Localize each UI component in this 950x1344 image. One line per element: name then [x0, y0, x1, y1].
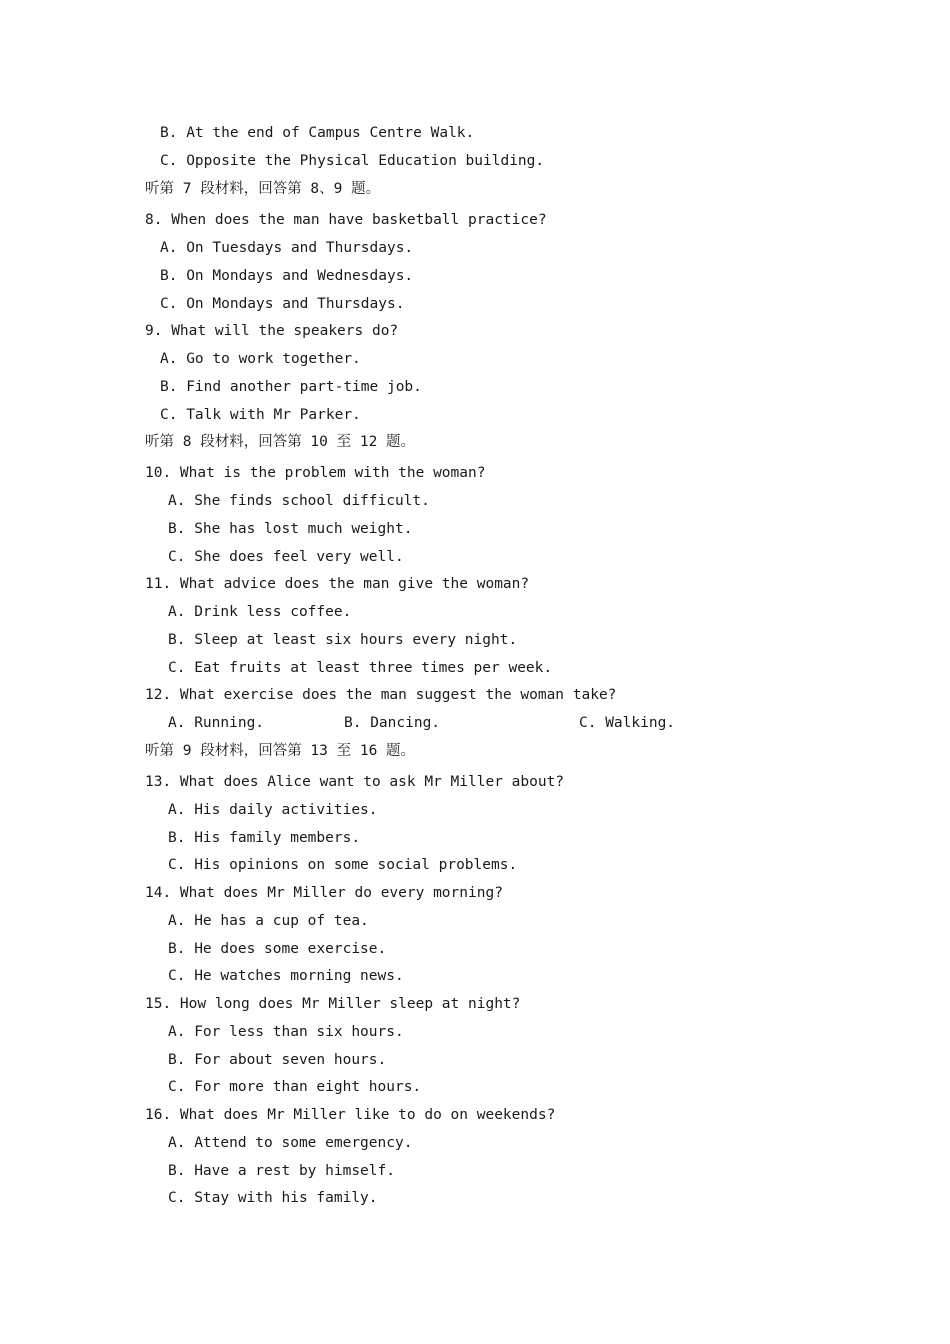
- question-15-option-a: A. For less than six hours.: [168, 1024, 404, 1040]
- question-12-option-b: B. Dancing.: [344, 715, 441, 731]
- question-8: 8. When does the man have basketball practice?: [145, 212, 547, 228]
- question-16: 16. What does Mr Miller like to do on weekends?: [145, 1107, 556, 1123]
- question-10-option-b: B. She has lost much weight.: [168, 521, 413, 537]
- question-10-option-c: C. She does feel very well.: [168, 549, 404, 565]
- question-15: 15. How long does Mr Miller sleep at night?: [145, 996, 521, 1012]
- question-16-option-c: C. Stay with his family.: [168, 1190, 378, 1206]
- question-13-option-c: C. His opinions on some social problems.: [168, 857, 518, 873]
- question-14-option-c: C. He watches morning news.: [168, 968, 404, 984]
- question-11-option-a: A. Drink less coffee.: [168, 604, 352, 620]
- question-9: 9. What will the speakers do?: [145, 323, 399, 339]
- section-header-7: 听第 7 段材料，回答第 8、9 题。: [145, 181, 381, 197]
- question-16-option-a: A. Attend to some emergency.: [168, 1135, 413, 1151]
- section-header-9: 听第 9 段材料，回答第 13 至 16 题。: [145, 743, 416, 759]
- question-10: 10. What is the problem with the woman?: [145, 465, 486, 481]
- question-12-option-c: C. Walking.: [579, 715, 676, 731]
- section-header-8: 听第 8 段材料，回答第 10 至 12 题。: [145, 434, 416, 450]
- question-11-option-c: C. Eat fruits at least three times per week.: [168, 660, 553, 676]
- question-8-option-c: C. On Mondays and Thursdays.: [160, 296, 405, 312]
- question-9-option-c: C. Talk with Mr Parker.: [160, 407, 361, 423]
- question-13: 13. What does Alice want to ask Mr Miller about?: [145, 774, 565, 790]
- option-b-prev: B. At the end of Campus Centre Walk.: [160, 125, 475, 141]
- question-15-option-b: B. For about seven hours.: [168, 1052, 387, 1068]
- question-8-option-b: B. On Mondays and Wednesdays.: [160, 268, 414, 284]
- question-11-option-b: B. Sleep at least six hours every night.: [168, 632, 518, 648]
- question-8-option-a: A. On Tuesdays and Thursdays.: [160, 240, 414, 256]
- question-12-option-a: A. Running.: [168, 715, 265, 731]
- question-9-option-b: B. Find another part-time job.: [160, 379, 422, 395]
- question-10-option-a: A. She finds school difficult.: [168, 493, 430, 509]
- question-12: 12. What exercise does the man suggest the woman take?: [145, 687, 617, 703]
- question-13-option-a: A. His daily activities.: [168, 802, 378, 818]
- option-c-prev: C. Opposite the Physical Education building.: [160, 153, 545, 169]
- question-14: 14. What does Mr Miller do every morning?: [145, 885, 503, 901]
- question-13-option-b: B. His family members.: [168, 830, 361, 846]
- question-14-option-a: A. He has a cup of tea.: [168, 913, 369, 929]
- question-9-option-a: A. Go to work together.: [160, 351, 361, 367]
- question-16-option-b: B. Have a rest by himself.: [168, 1163, 395, 1179]
- question-15-option-c: C. For more than eight hours.: [168, 1079, 422, 1095]
- question-14-option-b: B. He does some exercise.: [168, 941, 387, 957]
- question-11: 11. What advice does the man give the woman?: [145, 576, 530, 592]
